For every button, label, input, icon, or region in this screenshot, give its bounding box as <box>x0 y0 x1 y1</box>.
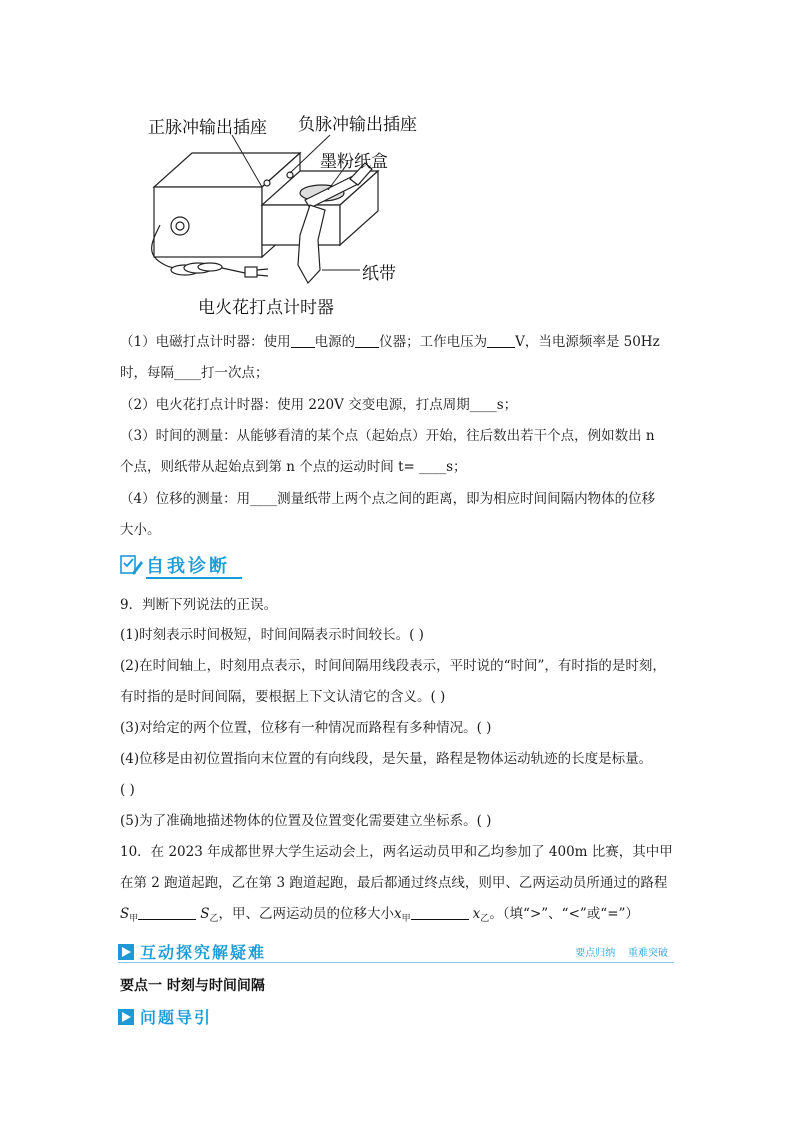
question-10c-mid: ，甲、乙两运动员的位移大小 <box>218 906 395 922</box>
label-negative-socket: 负脉冲输出插座 <box>298 115 417 135</box>
blank <box>355 333 379 348</box>
item1-line2: 时，每隔____打一次点； <box>120 365 269 381</box>
play-triangle-icon <box>118 1009 134 1025</box>
heading-underline <box>146 577 242 579</box>
section-title: 互动探究解疑难 <box>140 943 267 962</box>
section-right-tags: 要点归纳 重难突破 <box>575 948 668 959</box>
statement-4a: (4)位移是由初位置指向末位置的有向线段，是矢量，路程是物体运动轨迹的长度是标量。 <box>120 751 653 767</box>
blank <box>138 905 196 920</box>
self-check-heading <box>118 552 230 578</box>
item3-line1: （3）时间的测量：从能够看清的某个点（起始点）开始，往后数出若干个点，例如数出 n <box>120 428 655 444</box>
symbol-s: S <box>200 906 210 922</box>
key-point-1: 要点一 时刻与时间间隔 <box>120 978 265 994</box>
section-heading-bar <box>118 938 674 963</box>
symbol-x: x <box>472 906 481 922</box>
statement-2b: 有时指的是时间间隔，要根据上下文认清它的含义。( ) <box>120 689 446 705</box>
question-9: 9．判断下列说法的正误。 <box>120 597 278 613</box>
question-10c-end: 。（填“>”、“<”或“=”） <box>489 906 639 922</box>
item1-text-d: V，当电源频率是 50Hz <box>515 334 660 350</box>
question-10a: 10．在 2023 年成都世界大学生运动会上，两名运动员甲和乙均参加了 400m 比赛，其中甲 <box>120 844 673 860</box>
subscript-jia: 甲 <box>129 914 139 924</box>
subscript-yi: 乙 <box>480 914 490 924</box>
item4-line1: （4）位移的测量：用____测量纸带上两个点之间的距离，即为相应时间间隔内物体的位移 <box>120 491 656 507</box>
statement-3: (3)对给定的两个位置，位移有一种情况而路程有多种情况。( ) <box>120 720 492 736</box>
label-positive-socket: 正脉冲输出插座 <box>148 118 267 138</box>
blank <box>411 905 469 920</box>
item3-line2: 个点，则纸带从起始点到第 n 个点的运动时间 t= ____s； <box>120 459 467 475</box>
item2-line: （2）电火花打点计时器：使用 220V 交变电源，打点周期____s； <box>120 397 518 413</box>
statement-1: (1)时刻表示时间极短，时间间隔表示时间较长。( ) <box>120 627 424 643</box>
self-check-title: 自我诊断 <box>146 556 230 577</box>
item1-text-c: 仪器；工作电压为 <box>379 334 488 350</box>
figure-caption: 电火花打点计时器 <box>198 298 334 318</box>
question-guide-heading <box>118 1005 212 1028</box>
play-triangle-icon <box>118 944 134 960</box>
statement-5: (5)为了准确地描述物体的位置及位置变化需要建立坐标系。( ) <box>120 813 492 829</box>
item4-line2: 大小。 <box>120 522 161 538</box>
question-guide-title: 问题导引 <box>140 1008 213 1027</box>
question-10b: 在第 2 跑道起跑，乙在第 3 跑道起跑，最后都通过终点线，则甲、乙两运动员所通过的路程 <box>120 875 668 891</box>
item1-text-b: 电源的 <box>314 334 356 350</box>
item1-text-a: （1）电磁打点计时器：使用 <box>120 334 291 350</box>
symbol-x: x <box>394 906 402 922</box>
pencil-check-icon <box>118 553 144 577</box>
spark-timer-figure <box>140 105 440 320</box>
symbol-s: S <box>120 906 130 922</box>
item1-line1 <box>120 332 660 352</box>
label-paper-tape: 纸带 <box>362 264 396 284</box>
statement-4b: ( ) <box>120 782 135 798</box>
section-heading <box>118 940 266 963</box>
statement-2a: (2)在时间轴上，时刻用点表示，时间间隔用线段表示，平时说的“时间”，有时指的是时刻， <box>120 658 666 674</box>
subscript-yi: 乙 <box>209 914 219 924</box>
blank <box>487 333 515 348</box>
question-10c <box>120 904 639 929</box>
blank <box>291 333 315 348</box>
label-toner-box: 墨粉纸盒 <box>320 152 388 172</box>
subscript-jia: 甲 <box>401 914 411 924</box>
